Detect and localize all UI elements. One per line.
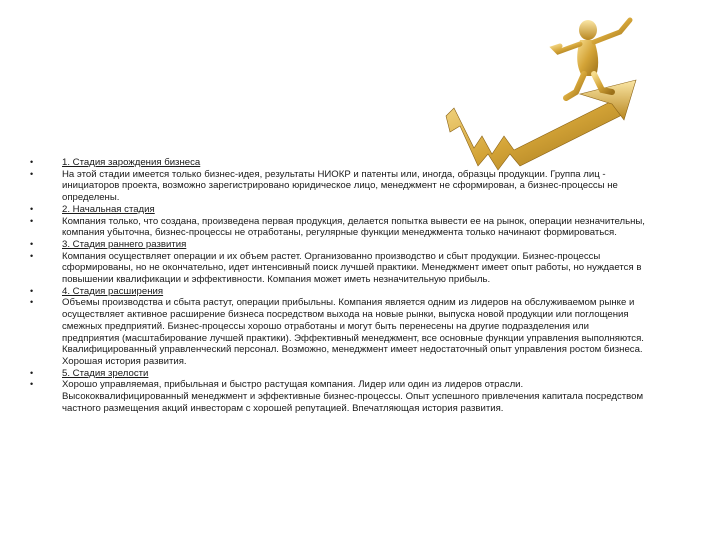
list-item xyxy=(30,286,645,298)
section-text: Хорошо управляемая, прибыльная и быстро растущая компания. Лидер или один из лидеров отрасли. Высококвалифицированный менеджмент и эффективные бизнес-процессы. Опыт успешного привлечения капитала посредством частного размещения акций инвесторам с хорошей репутацией. Впечатляющая история развития. xyxy=(62,379,644,414)
bullet-icon: • xyxy=(30,367,34,378)
bullet-icon: • xyxy=(30,215,34,226)
list-item xyxy=(30,216,645,239)
stages-list xyxy=(30,157,645,414)
bullet-icon: • xyxy=(30,168,34,179)
list-item xyxy=(30,251,645,286)
bullet-icon: • xyxy=(30,238,34,249)
section-text: Объемы производства и сбыта растут, операции прибыльны. Компания является одним из лидеров на обслуживаемом рынке и осуществляет активное расширение бизнеса посредством выхода на новые рынки, выпуска новой продукции или поглощения смежных предприятий. Бизнес-процессы хорошо отработаны и могут быть перенесены на другие подразделения или предприятия (масштабирование лучшей практики). Эффективный менеджмент, все основные функции управления выполняются. Квалифицированный управленческий персонал. Возможно, менеджмент имеет недостаточный опыт управления ростом бизнеса. Хорошая история развития. xyxy=(62,297,644,367)
list-item xyxy=(30,204,645,216)
list-item xyxy=(30,379,645,414)
section-text: Компания только, что создана, произведена первая продукция, делается попытка вывести ее на рынок, операции незначительны, компания убыточна, бизнес-процессы не отработаны, регулярные функции менеджмента только начинают формироваться. xyxy=(62,215,645,239)
section-heading: 4. Стадия расширения xyxy=(62,285,164,297)
bullet-icon: • xyxy=(30,297,34,308)
bullet-icon: • xyxy=(30,157,34,167)
section-heading: 3. Стадия раннего развития xyxy=(62,238,187,250)
bullet-icon: • xyxy=(30,203,34,214)
list-item xyxy=(30,157,645,169)
section-text: На этой стадии имеется только бизнес-идея, результаты НИОКР и патенты или, иногда, образцы продукции. Группа лиц - инициаторов проекта, возможно зарегистрировано юридическое лицо, менеджмент не сформирован, а бизнес-процессы не определены. xyxy=(62,168,618,204)
section-heading: 2. Начальная стадия xyxy=(62,203,155,215)
bullet-icon: • xyxy=(30,250,34,261)
section-text: Компания осуществляет операции и их объем растет. Организованно производство и сбыт продукции. Бизнес-процессы сформированы, но не окончательно, идет интенсивный поиск лучшей практики. Менеджмент имеет опыт работы, но нуждается в повышении квалификации и эффективности. Компания может иметь незначительную прибыль. xyxy=(62,250,642,286)
bullet-icon: • xyxy=(30,379,34,390)
list-item xyxy=(30,297,645,367)
section-heading: 1. Стадия зарождения бизнеса xyxy=(62,157,201,168)
list-item xyxy=(30,368,645,380)
section-heading: 5. Стадия зрелости xyxy=(62,367,149,379)
list-item xyxy=(30,239,645,251)
list-item xyxy=(30,169,645,204)
bullet-icon: • xyxy=(30,285,34,296)
